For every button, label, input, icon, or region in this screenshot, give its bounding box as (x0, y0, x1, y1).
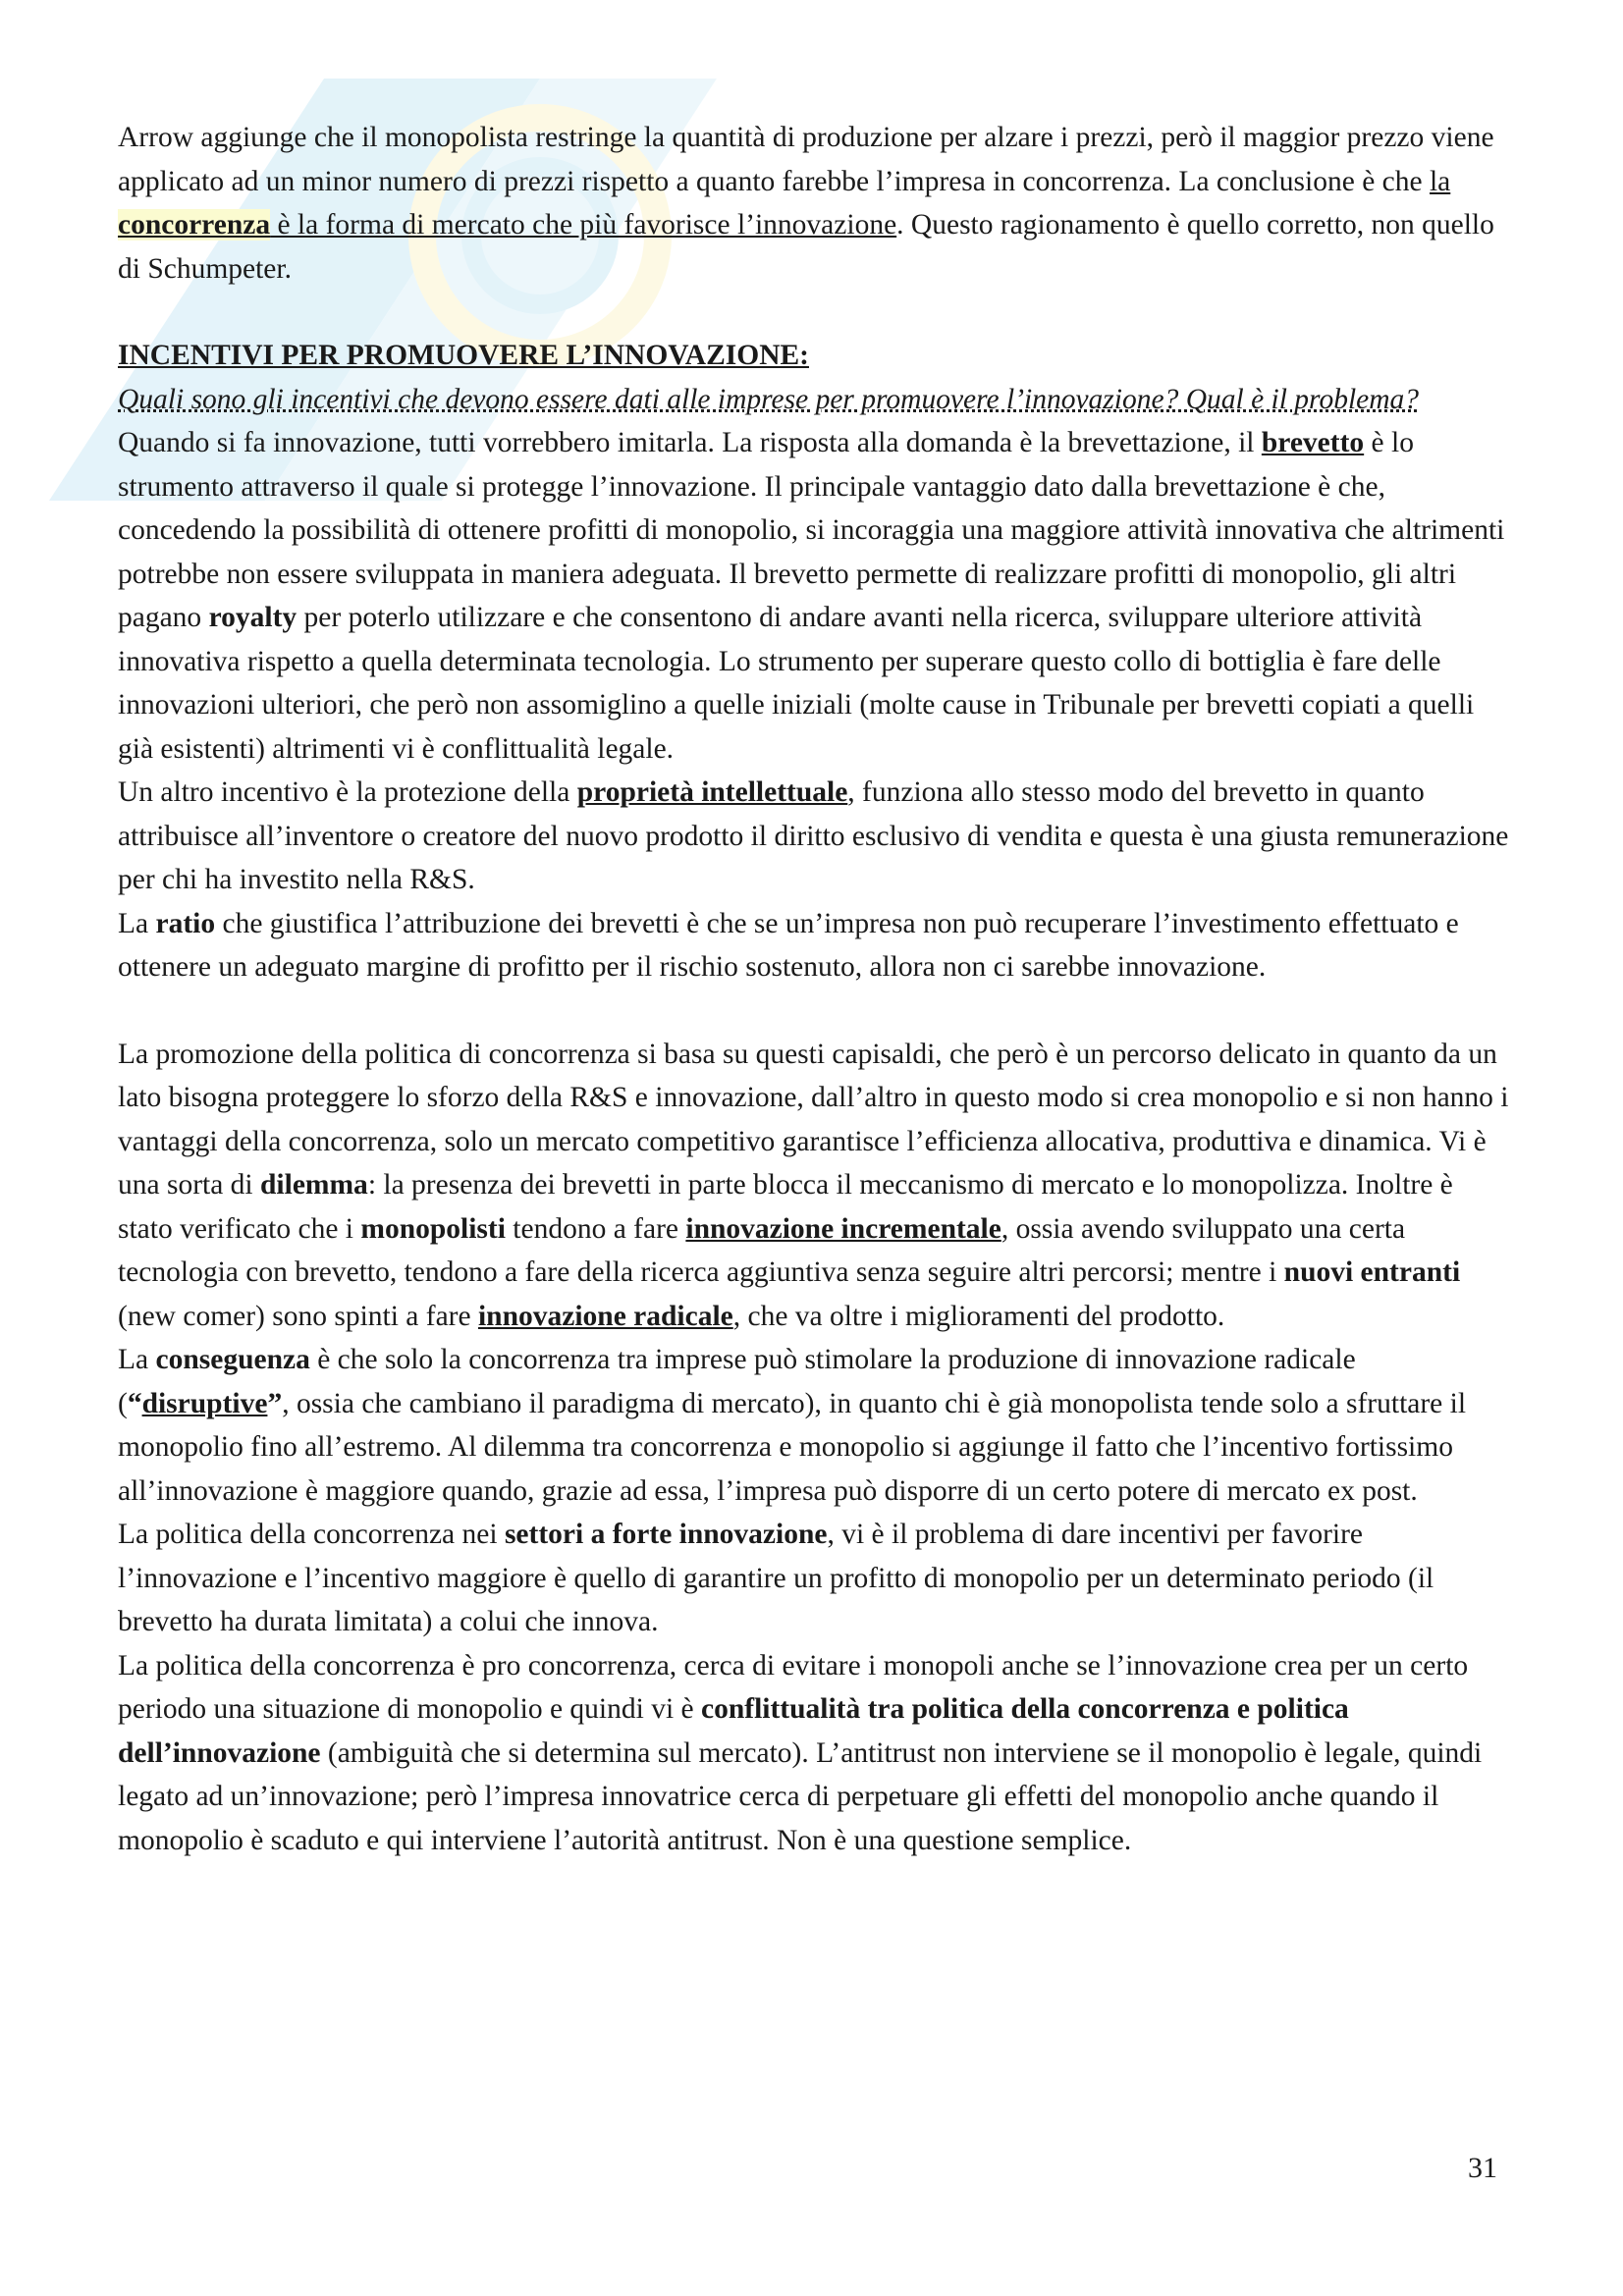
text: La (118, 907, 156, 939)
text: tendono a fare (505, 1212, 686, 1245)
text: (ambiguità che si determina sul mercato). L’antitrust non interviene se il monopolio è legale, quindi legato ad un’innovazione; però l’impresa innovatrice cerca di perpetuare gli effetti del monopolio anche quando il monopolio è scaduto e qui interviene l’autorità antitrust. Non è una questione semplice. (118, 1736, 1483, 1856)
paragraph-settori (118, 1513, 1512, 1644)
keyword-ratio: ratio (155, 907, 216, 939)
text: che giustifica l’attribuzione dei brevetti è che se un’impresa non può recuperare l’investimento effettuato e ottenere un adeguato margine di profitto per il rischio sostenuto, allora non ci sarebbe innovazione. (118, 907, 1459, 983)
spacer (118, 291, 1512, 334)
text: , ossia che cambiano il paradigma di mercato), in quanto chi è già monopolista tende solo a sfruttare il monopolio fino all’estremo. Al dilemma tra concorrenza e monopolio si aggiunge il fatto che l’incentivo fortissimo all’innovazione è maggiore quando, grazie ad essa, l’impresa può disporre di un certo potere di mercato ex post. (118, 1387, 1467, 1507)
keyword-royalty: royalty (208, 602, 298, 633)
keyword-conflittualita: conflittualità tra politica della concorrenza e politica dell’innovazione (118, 1693, 1349, 1769)
section-heading: INCENTIVI PER PROMUOVERE L’INNOVAZIONE: (118, 340, 809, 371)
text: Arrow aggiunge che il monopolista restringe la quantità di produzione per alzare i prezzi, però il maggior prezzo viene applicato ad un minor numero di prezzi rispetto a quanto farebbe l’impresa in concorrenza. La conclusione è che (118, 122, 1494, 197)
paragraph-conflittualita (118, 1644, 1512, 1863)
text: per poterlo utilizzare e che consentono di andare avanti nella ricerca, sviluppare ulteriore attività innovativa rispetto a quella determinata tecnologia. Lo strumento per superare questo collo di bottiglia è fare delle innovazioni ulteriori, che però non assomiglino a quelle iniziali (molte cause in Tribunale per brevetti copiati a quelli già esistenti) altrimenti vi è conflittualità legale. (118, 602, 1475, 765)
text: è lo strumento attraverso il quale si protegge l’innovazione. Il principale vantaggio dato dalla brevettazione è che, concedendo la possibilità di ottenere profitti di monopolio, si incoraggia una maggiore attività innovativa che altrimenti potrebbe non essere sviluppata in maniera adeguata. Il brevetto permette di realizzare profitti di monopolio, gli altri pagano (118, 427, 1505, 633)
keyword-proprieta-intellettuale: proprietà intellettuale (576, 776, 848, 808)
keyword-disruptive: disruptive (141, 1387, 268, 1419)
keyword-nuovi-entranti: nuovi entranti (1283, 1256, 1461, 1288)
paragraph-proprieta (118, 771, 1512, 902)
close-quote: ” (267, 1387, 283, 1419)
text: : la presenza dei brevetti in parte blocca il meccanismo di mercato e lo monopolizza. Inoltre è stato verificato che i (118, 1169, 1453, 1245)
text: , ossia avendo sviluppato una certa tecnologia con brevetto, tendono a fare della ricerca aggiuntiva senza seguire altri percorsi; mentre i (118, 1212, 1406, 1288)
page-number: 31 (1468, 2152, 1497, 2184)
text: , che va oltre i miglioramenti del prodotto. (732, 1300, 1225, 1332)
paragraph-brevetto (118, 378, 1512, 772)
document-body (118, 116, 1512, 1862)
paragraph-arrow (118, 116, 1512, 291)
text: è che solo la concorrenza tra imprese può stimolare la produzione di innovazione radicale ( (118, 1344, 1356, 1419)
question-text: Quali sono gli incentivi che devono essere dati alle imprese per promuovere l’innovazione? Qual è il problema? (118, 383, 1420, 415)
text: . Questo ragionamento è quello corretto, non quello di Schumpeter. (118, 209, 1494, 285)
spacer (118, 989, 1512, 1033)
paragraph-promozione (118, 1033, 1512, 1339)
keyword-innovazione-incrementale: innovazione incrementale (685, 1212, 1001, 1245)
paragraph-conseguenza (118, 1338, 1512, 1513)
keyword-innovazione-radicale: innovazione radicale (477, 1300, 733, 1332)
text: La politica della concorrenza nei (118, 1519, 505, 1550)
paragraph-ratio (118, 902, 1512, 989)
text: La (118, 1344, 156, 1375)
text: La promozione della politica di concorrenza si basa su questi capisaldi, che però è un percorso delicato in quanto da un lato bisogna proteggere lo sforzo della R&S e innovazione, dall’altro in questo modo si crea monopolio e si non hanno i vantaggi della concorrenza, solo un mercato competitivo garantisce l’efficienza allocativa, produttiva e dinamica. Vi è una sorta di (118, 1038, 1509, 1201)
underlined-text: la (1429, 165, 1451, 197)
keyword-dilemma: dilemma (260, 1169, 368, 1201)
text: (new comer) sono spinti a fare (118, 1300, 478, 1332)
text: Un altro incentivo è la protezione della (118, 776, 577, 808)
text: La politica della concorrenza è pro concorrenza, cerca di evitare i monopoli anche se l’innovazione crea per un certo periodo una situazione di monopolio e quindi vi è (118, 1649, 1469, 1725)
keyword-monopolisti: monopolisti (360, 1212, 506, 1245)
keyword-brevetto: brevetto (1261, 427, 1365, 458)
text: , funziona allo stesso modo del brevetto in quanto attribuisce all’inventore o creatore del nuovo prodotto il diritto esclusivo di vendita e questa è una giusta remunerazione per chi ha investito nella R&S. (118, 776, 1509, 895)
keyword-conseguenza: conseguenza (155, 1344, 310, 1375)
text: Quando si fa innovazione, tutti vorrebbero imitarla. La risposta alla domanda è la brevettazione, il (118, 427, 1262, 458)
keyword-settori-forte-innovazione: settori a forte innovazione (504, 1519, 828, 1550)
underlined-text: è la forma di mercato che più favorisce l’innovazione (270, 209, 897, 240)
keyword-concorrenza: concorrenza (118, 209, 271, 240)
open-quote: “ (127, 1387, 142, 1419)
text: , vi è il problema di dare incentivi per favorire l’innovazione e l’incentivo maggiore è quello di garantire un profitto di monopolio per un determinato periodo (il brevetto ha durata limitata) a colui che innova. (118, 1519, 1434, 1637)
